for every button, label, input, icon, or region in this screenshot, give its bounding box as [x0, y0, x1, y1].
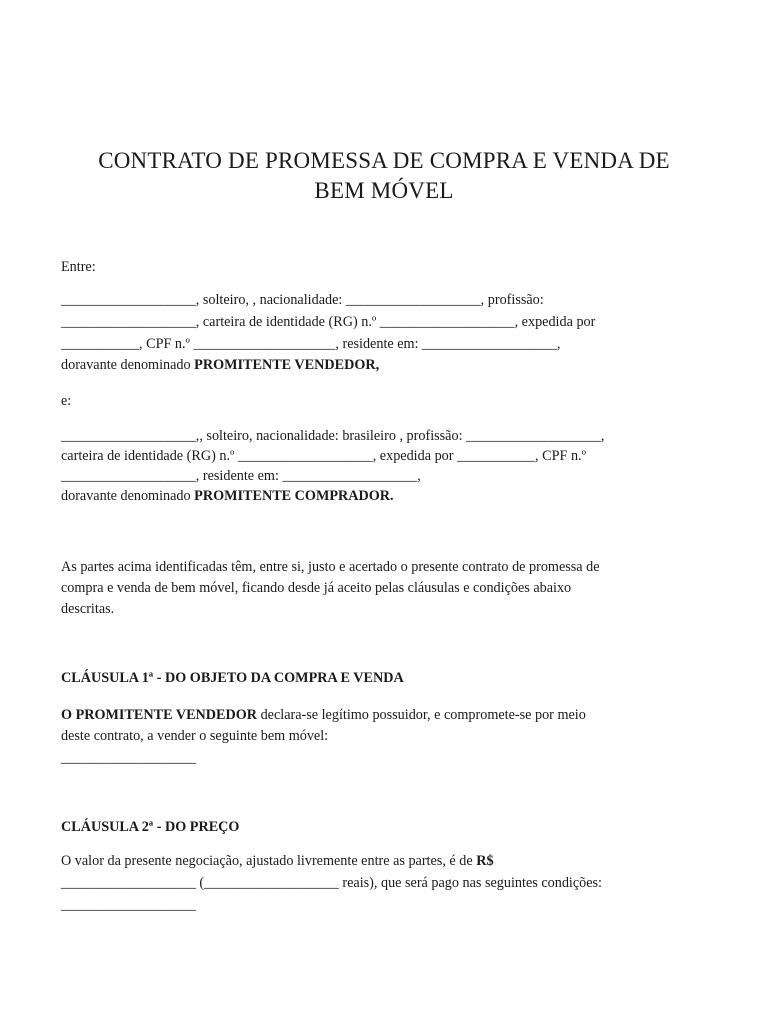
document-title-line-2: BEM MÓVEL [314, 178, 454, 203]
seller-role: PROMITENTE VENDEDOR, [194, 357, 380, 373]
clause-1-line-1-text: declara-se legítimo possuidor, e compromete-se por meio [257, 707, 586, 723]
clause-1-heading: CLÁUSULA 1ª - DO OBJETO DA COMPRA E VENDA [61, 670, 404, 686]
clause-2-line-1 [61, 852, 494, 870]
clause-2-heading: CLÁUSULA 2ª - DO PREÇO [61, 819, 240, 835]
seller-line-1: ___________________, solteiro, , nacionalidade: ___________________, profissão: [61, 292, 544, 308]
seller-line-3: ___________, CPF n.º ____________________, residente em: ___________________, [61, 336, 561, 352]
seller-line-2: ___________________, carteira de identidade (RG) n.º ___________________, expedida por [61, 314, 596, 330]
seller-line-4 [61, 356, 379, 374]
clause-2-line-2: ___________________ (___________________ reais), que será pago nas seguintes condições: [61, 875, 603, 891]
buyer-line-1: ___________________,, solteiro, nacionalidade: brasileiro , profissão: ___________________, [61, 428, 605, 444]
clause-1-role: O PROMITENTE VENDEDOR [61, 707, 258, 723]
intro-line-1: As partes acima identificadas têm, entre si, justo e acertado o presente contrato de promessa de [61, 559, 600, 575]
buyer-designation-text: doravante denominado [61, 488, 195, 504]
buyer-line-4 [61, 487, 394, 505]
e-label: e: [61, 393, 72, 409]
clause-1-line-2: deste contrato, a vender o seguinte bem móvel: [61, 728, 329, 744]
seller-designation-text: doravante denominado [61, 357, 195, 373]
clause-1-line-1 [61, 706, 586, 724]
clause-2-line-1-text: O valor da presente negociação, ajustado livremente entre as partes, é de [61, 853, 477, 869]
entre-label: Entre: [61, 259, 96, 275]
clause-1-blank: ___________________ [61, 750, 196, 766]
intro-line-3: descritas. [61, 601, 115, 617]
buyer-line-2: carteira de identidade (RG) n.º ___________________, expedida por ___________, CPF n.º [61, 448, 586, 464]
clause-2-blank: ___________________ [61, 897, 196, 913]
currency-symbol: R$ [476, 853, 494, 869]
buyer-role: PROMITENTE COMPRADOR. [194, 488, 394, 504]
buyer-line-3: ___________________, residente em: ___________________, [61, 468, 421, 484]
document-title-line-1: CONTRATO DE PROMESSA DE COMPRA E VENDA DE [98, 148, 670, 173]
intro-line-2: compra e venda de bem móvel, ficando desde já aceito pelas cláusulas e condições abaixo [61, 580, 572, 596]
